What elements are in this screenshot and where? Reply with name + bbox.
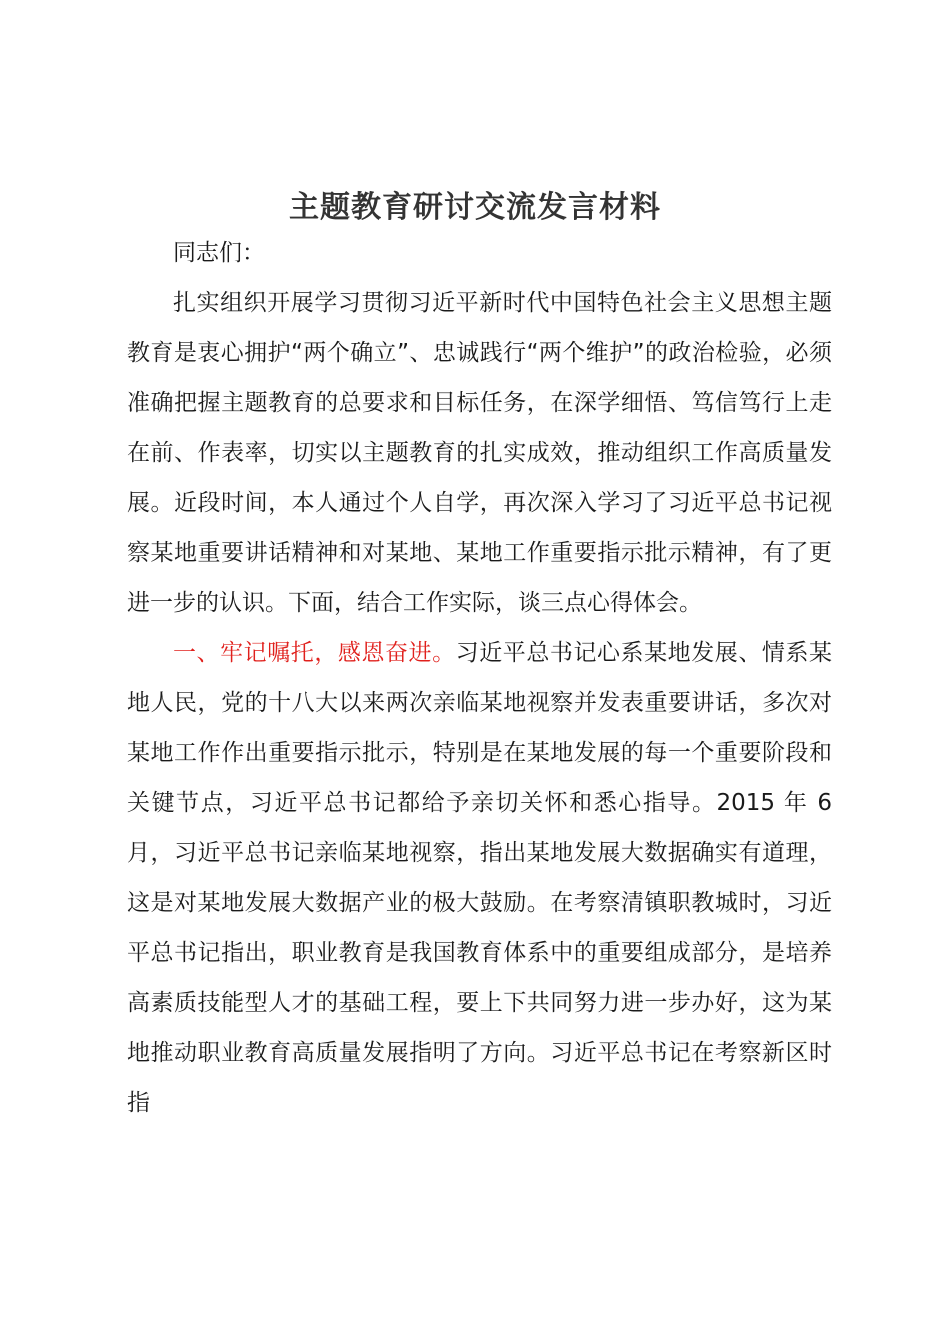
paragraph-intro-text: 扎实组织开展学习贯彻习近平新时代中国特色社会主义思想主题教育是衷心拥护“两个确立”、忠诚践行“两个维护”的政治检验，必须准确把握主题教育的总要求和目标任务，在深学细悟、笃信笃行上走在前、作表率，切实以主题教育的扎实成效，推动组织工作高质量发展。近段时间，本人通过个人自学，再次深入学习了习近平总书记视察某地重要讲话精神和对某地、某地工作重要指示批示精神，有了更进一步的认识。下面，结合工作实际，谈三点心得体会。 — [127, 290, 832, 616]
paragraph-section-one — [127, 628, 832, 1128]
salutation: 同志们： — [173, 240, 265, 266]
paragraph-section-one-text: 习近平总书记心系某地发展、情系某地人民，党的十八大以来两次亲临某地视察并发表重要讲话，多次对某地工作作出重要指示批示，特别是在某地发展的每一个重要阶段和关键节点，习近平总书记都给予亲切关怀和悉心指导。2015 年 6 月，习近平总书记亲临某地视察，指出某地发展大数据确实有道理，这是对某地发展大数据产业的极大鼓励。在考察清镇职教城时，习近平总书记指出，职业教育是我国教育体系中的重要组成部分，是培养高素质技能型人才的基础工程，要上下共同努力进一步办好，这为某地推动职业教育高质量发展指明了方向。习近平总书记在考察新区时指 — [127, 640, 833, 1116]
section-heading: 一、牢记嘱托，感恩奋进。 — [173, 640, 456, 666]
page-title: 主题教育研讨交流发言材料 — [289, 190, 661, 225]
paragraph-intro — [127, 278, 832, 628]
document-body — [127, 228, 832, 1128]
